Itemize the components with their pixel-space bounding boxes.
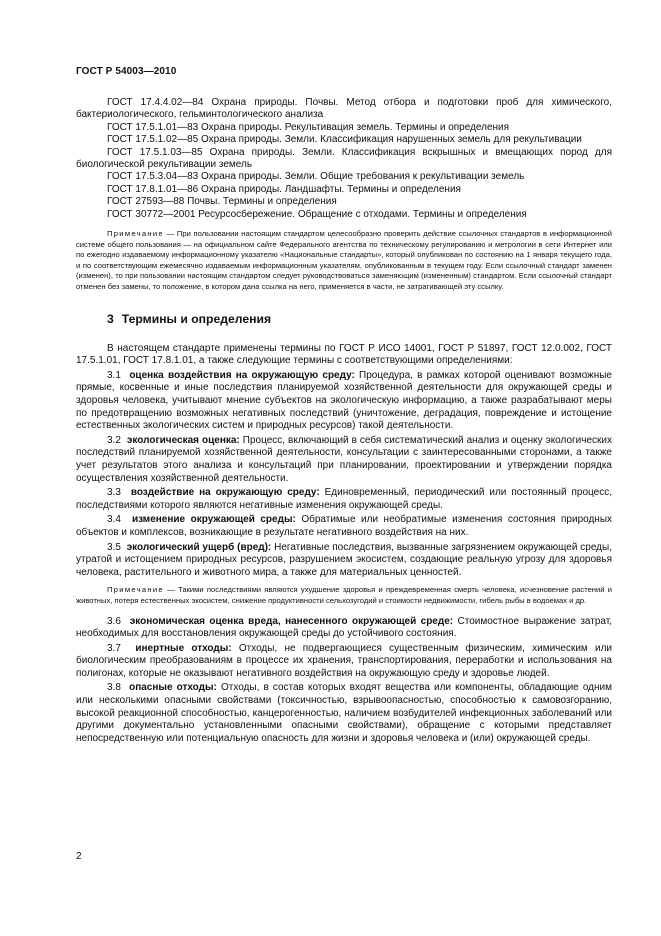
term-text: Единовременный, периодический или постоянный процесс, последствиями которого являются негативные изменения окружающей среды.	[76, 487, 613, 511]
reference-item: ГОСТ 17.5.1.03—85 Охрана природы. Земли. Классификация вскрышных и вмещающих пород для биологической рекультивации земель	[76, 146, 612, 171]
note-label: Примечание	[107, 585, 164, 595]
section-number: 3	[107, 311, 114, 326]
term-number: 3.3	[107, 487, 121, 499]
document-header: ГОСТ Р 54003—2010	[76, 66, 177, 77]
term-name: экономическая оценка вреда, нанесенного окружающей среде:	[129, 615, 454, 627]
term-name: воздействие на окружающую среду:	[130, 487, 320, 499]
term-definition	[76, 370, 612, 433]
note-text: — При пользовании настоящим стандартом целесообразно проверить действие ссылочных стандартов в информационной системе общего пользования — на официальном сайте Федерального агентства по техническому регулированию и метрологии в сети Интернет или по ежегодно издаваемому информационному указателю «Национальные стандарты», который опубликован по состоянию на 1 января текущего года, и по соответствующим ежемесячно издаваемым информационным указателям, опубликованным в текущем году. Если ссылочный стандарт заменен (изменен), то при пользовании настоящим стандартом следует руководствоваться заменяющим (измененным) стандартом. Если ссылочный стандарт отменен без замены, то положение, в котором дана ссылка на него, применяется в части, не затрагивающей эту ссылку.	[76, 229, 612, 292]
term-text: Отходы, в состав которых входят вещества или компоненты, обладающие одним или несколькими опасными свойствами (токсичностью, взрывоопасностью, способностью к самовозгоранию, высокой реакционной способностью, канцерогенностью, наличием возбудителей инфекционных заболеваний или другими документально установленными опасными свойствами), обращение с которыми представляет непосредственную или потенциальную опасность для жизни и здоровья человека и (или) окружающей среды.	[76, 682, 612, 744]
note-term-3-5	[76, 585, 612, 606]
term-text: Отходы, не подвергающиеся существенным физическим, химическим или биологическим преобразованиям в процессе их хранения, транспортирования, переработки и использования на полигонах, которые не оказывают негативного воздействия на окружающую среду и здоровье людей.	[76, 642, 613, 679]
page-content	[76, 97, 612, 745]
section-title: Термины и определения	[121, 311, 272, 326]
term-number: 3.4	[107, 514, 121, 526]
term-definition	[76, 542, 612, 580]
term-text: Процесс, включающий в себя систематический анализ и оценку экологических последствий планируемой хозяйственной деятельности, консультации с заинтересованными сторонами, а также учет результатов этого анализа и консультаций при планировании, проектировании и утверждении порядка осуществления хозяйственной деятельности.	[76, 434, 612, 484]
term-name: инертные отходы:	[135, 642, 232, 654]
reference-item: ГОСТ 17.5.3.04—83 Охрана природы. Земли. Общие требования к рекультивации земель	[107, 171, 525, 183]
reference-item: ГОСТ 17.8.1.01—86 Охрана природы. Ландшафты. Термины и определения	[107, 183, 461, 195]
note-text: — Такими последствиями являются ухудшение здоровья и преждевременная смерть человека, исчезновение растений и животных, потеря естественных экосистем, снижение продуктивности сельхозугодий и стоимости недвижимости, гибель рыбы в водоемах и др.	[76, 585, 612, 605]
term-number: 3.5	[107, 541, 121, 553]
term-number: 3.6	[107, 615, 121, 627]
term-definition	[76, 643, 612, 681]
term-definition	[76, 514, 612, 539]
section-heading	[76, 312, 612, 326]
term-number: 3.7	[107, 642, 121, 654]
reference-item: ГОСТ 30772—2001 Ресурсосбережение. Обращение с отходами. Термины и определения	[107, 208, 527, 220]
term-text: Негативные последствия, вызванные загрязнением окружающей среды, утратой и истощением природных ресурсов, разрушением экосистем, создающие реальную угрозу для здоровья человека, растительного и животного мира, а также для материальных ценностей.	[76, 541, 612, 578]
note-references	[76, 229, 612, 293]
term-name: экологический ущерб (вред):	[126, 541, 272, 553]
term-text: Стоимостное выражение затрат, необходимых для восстановления окружающей среды до устойчивого состояния.	[76, 615, 612, 640]
note-label: Примечание	[107, 229, 164, 239]
term-name: оценка воздействия на окружающую среду:	[129, 369, 355, 381]
term-number: 3.1	[107, 369, 121, 381]
reference-item: ГОСТ 17.5.1.02—85 Охрана природы. Земли. Классификация нарушенных земель для рекультивации	[107, 134, 582, 146]
section-intro: В настоящем стандарте применены термины по ГОСТ Р ИСО 14001, ГОСТ Р 51897, ГОСТ 12.0.002, ГОСТ 17.5.1.01, ГОСТ 17.8.1.01, а также следующие термины с соответствующими определениями:	[76, 342, 612, 367]
reference-item: ГОСТ 27593—88 Почвы. Термины и определения	[107, 196, 337, 208]
term-name: изменение окружающей среды:	[131, 514, 296, 526]
section-body	[76, 343, 612, 746]
term-number: 3.8	[107, 682, 121, 694]
term-text: Процедура, в рамках которой оценивают возможные прямые, косвенные и иные последствия планируемой хозяйственной деятельности для окружающей среды и здоровья человека, учитывают мнение субъектов на экологическую информацию, а также разрабатывают меры по предотвращению возможных негативных последствий (уничтожение, деградация, повреждение и истощение естественных экологических систем и природных ресурсов) такой деятельности.	[76, 369, 612, 432]
term-text: Обратимые или необратимые изменения состояния природных объектов и комплексов, возникающие в результате негативного воздействия на них.	[76, 514, 613, 538]
term-definition	[76, 487, 612, 512]
term-number: 3.2	[107, 434, 121, 446]
term-name: опасные отходы:	[129, 682, 217, 694]
term-name: экологическая оценка:	[126, 434, 240, 446]
term-definition	[76, 435, 612, 485]
page-number: 2	[76, 851, 82, 862]
term-definition	[76, 682, 612, 745]
reference-item: ГОСТ 17.4.4.02—84 Охрана природы. Почвы. Метод отбора и подготовки проб для химического, бактериологического, гельминтологического анализа	[76, 97, 612, 121]
reference-item: ГОСТ 17.5.1.01—83 Охрана природы. Рекультивация земель. Термины и определения	[107, 121, 510, 133]
term-definition	[76, 616, 612, 641]
reference-list	[76, 97, 612, 221]
